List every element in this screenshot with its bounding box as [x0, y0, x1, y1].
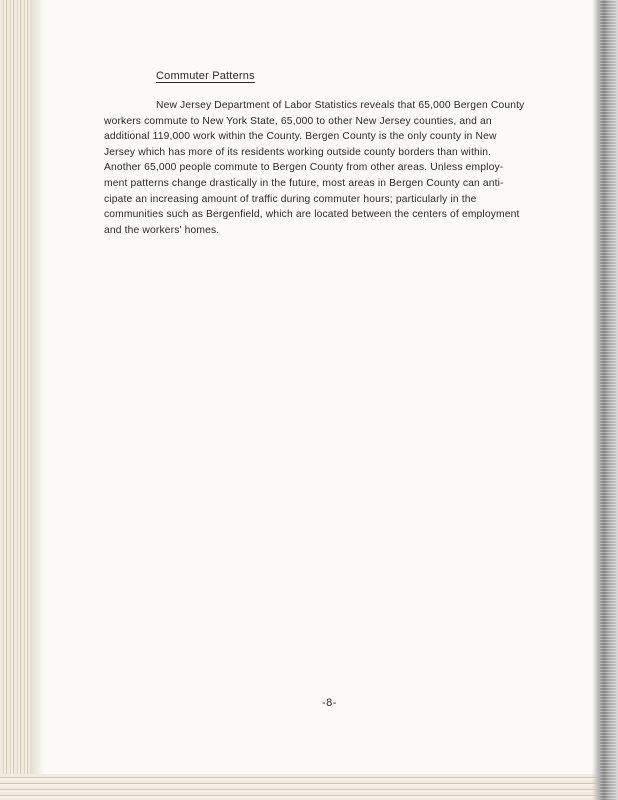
paragraph-line: cipate an increasing amount of traffic during commuter hours; particularly in the — [104, 193, 477, 205]
binding-shadow — [592, 0, 618, 800]
paragraph-line: New Jersey Department of Labor Statistics reveals that 65,000 Bergen County — [156, 100, 525, 111]
page-number: -8- — [322, 697, 337, 709]
paragraph-line: ment patterns change drastically in the future, most areas in Bergen County can anti- — [104, 177, 504, 189]
stacked-page-edges-bottom — [0, 774, 600, 800]
paragraph-line: Jersey which has more of its residents working outside county borders than within. — [104, 146, 492, 158]
paragraph-line: Another 65,000 people commute to Bergen County from other areas. Unless employ- — [104, 162, 504, 174]
body-paragraph — [104, 98, 574, 238]
paragraph-line: communities such as Bergenfield, which are located between the centers of employment — [104, 209, 520, 221]
section-title: Commuter Patterns — [156, 70, 255, 82]
paragraph-line: additional 119,000 work within the County. Bergen County is the only county in New — [104, 131, 497, 143]
stacked-page-edges-left — [0, 0, 30, 800]
paragraph-line: workers commute to New York State, 65,000 to other New Jersey counties, and an — [104, 115, 492, 127]
paragraph-line: and the workers' homes. — [104, 224, 220, 236]
page-edge-shadow — [30, 0, 44, 800]
